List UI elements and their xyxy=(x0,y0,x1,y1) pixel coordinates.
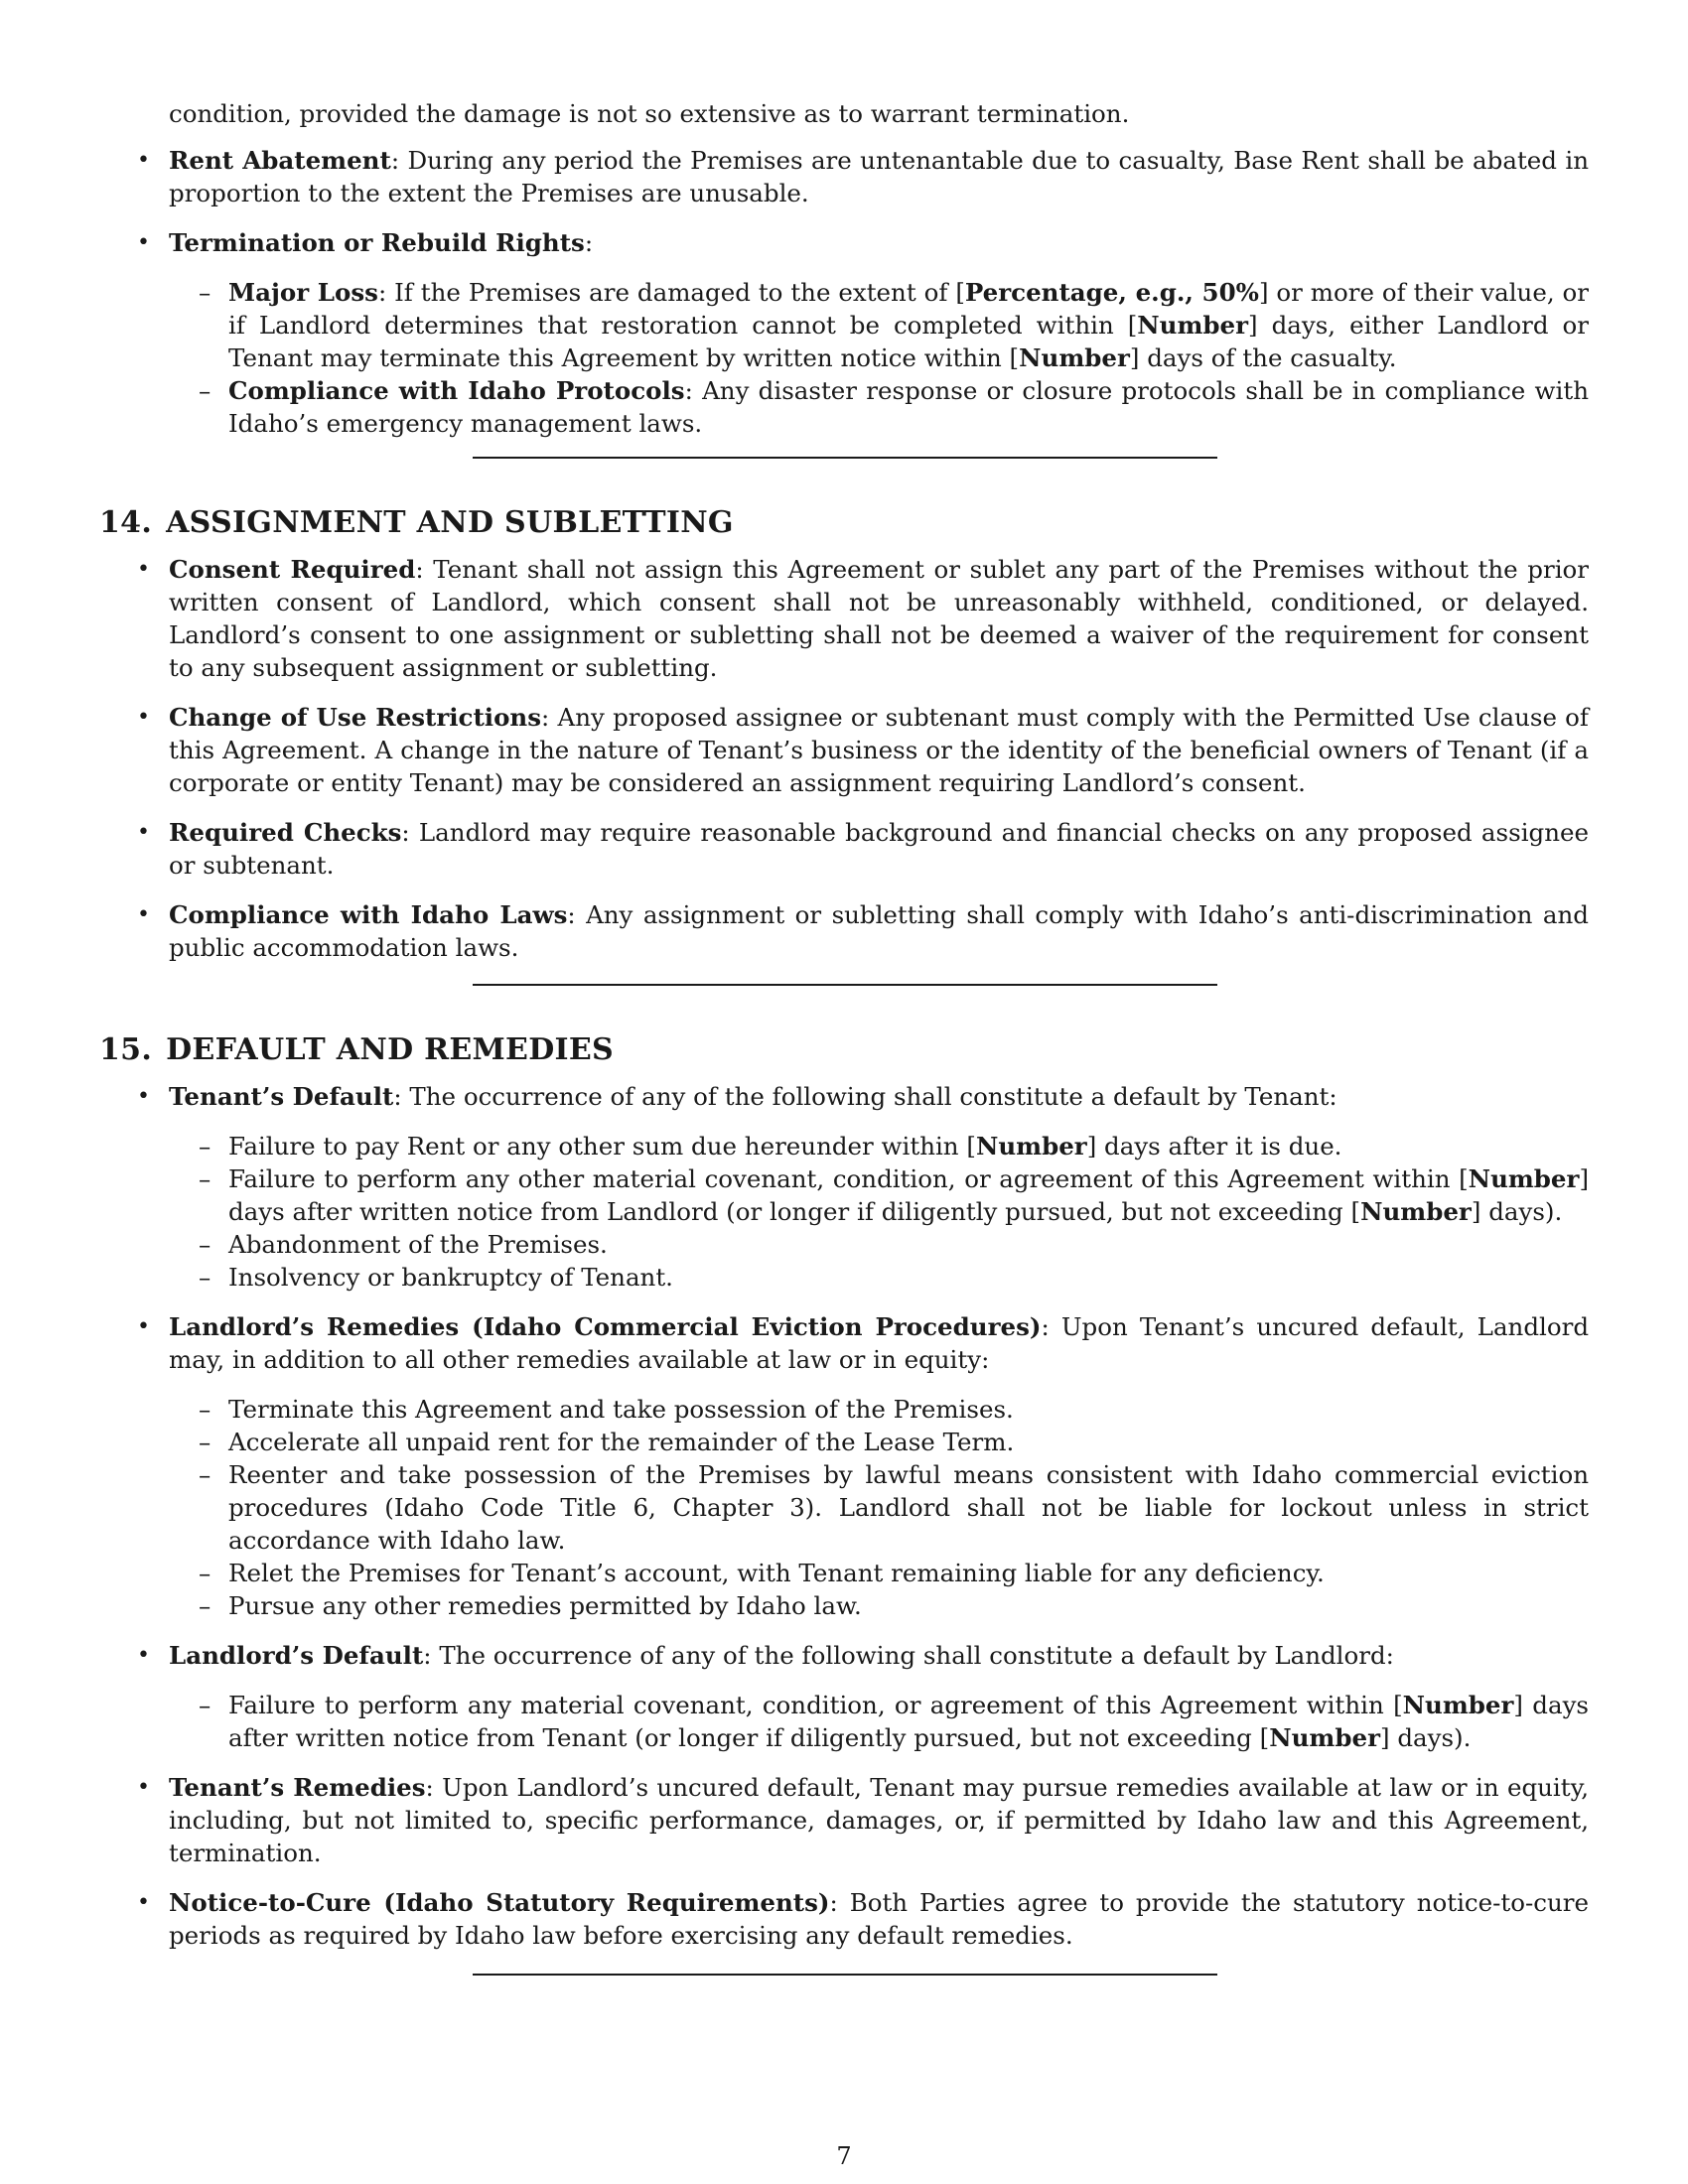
landlord-remedies-item xyxy=(99,1310,1589,1622)
landlord-default-term: Landlord’s Default xyxy=(169,1641,424,1670)
landlord-remedies-term: Landlord’s Remedies (Idaho Commercial Eviction Procedures) xyxy=(169,1312,1042,1341)
list-item xyxy=(169,1162,1589,1228)
list-item: – Abandonment of the Premises. xyxy=(169,1228,1589,1261)
idaho-protocols-item xyxy=(169,374,1589,440)
termination-item xyxy=(99,226,1589,440)
major-loss-text-3: ] days, either Landlord or Tenant may terminate this Agreement by written notice within [ xyxy=(228,311,1589,372)
number-placeholder: Number xyxy=(1468,1164,1580,1193)
termination-sublist xyxy=(169,276,1589,440)
tenant-remedies-term: Tenant’s Remedies xyxy=(169,1773,426,1802)
number-placeholder: Number xyxy=(975,1132,1087,1160)
required-checks-text: : Landlord may require reasonable background and financial checks on any proposed assignee or subtenant. xyxy=(169,818,1589,880)
major-loss-text-1: : If the Premises are damaged to the extent of [ xyxy=(377,278,965,307)
number-placeholder: Number xyxy=(1137,311,1249,340)
section-divider xyxy=(473,984,1217,986)
change-of-use-term: Change of Use Restrictions xyxy=(169,703,542,732)
landlord-remedies-text: : Upon Tenant’s uncured default, Landlord may, in addition to all other remedies available at law or in equity: xyxy=(169,1312,1589,1374)
section-divider xyxy=(473,1974,1217,1976)
list-item-text: ] days after it is due. xyxy=(1086,1132,1342,1160)
section-15-heading xyxy=(99,1030,1589,1070)
idaho-laws-text: : Any assignment or subletting shall comply with Idaho’s anti-discrimination and public accommodation laws. xyxy=(169,900,1589,962)
rent-abatement-text: : During any period the Premises are untenantable due to casualty, Base Rent shall be abated in proportion to the extent the Premises are unusable. xyxy=(169,146,1590,207)
idaho-laws-term: Compliance with Idaho Laws xyxy=(169,900,568,929)
list-item: – Pursue any other remedies permitted by Idaho law. xyxy=(169,1589,1589,1622)
list-item-text: ] days). xyxy=(1379,1723,1472,1752)
number-placeholder: Number xyxy=(1360,1197,1472,1226)
major-loss-text-2: ] or more of their value, or if Landlord determines that restoration cannot be completed within [ xyxy=(228,278,1589,340)
list-item: – Reenter and take possession of the Premises by lawful means consistent with Idaho commercial eviction procedures (Idaho Code Title 6, Chapter 3). Landlord shall not be liable for lockout unless in strict accordance with Idaho law. xyxy=(169,1458,1589,1557)
required-checks-item xyxy=(99,816,1589,882)
tenant-default-text: : The occurrence of any of the following shall constitute a default by Tenant: xyxy=(393,1082,1337,1111)
notice-to-cure-term: Notice-to-Cure (Idaho Statutory Requirements) xyxy=(169,1888,830,1917)
list-item-text: ] days). xyxy=(1471,1197,1563,1226)
rent-abatement-term: Rent Abatement xyxy=(169,146,391,175)
major-loss-item xyxy=(169,276,1589,374)
list-item: – Relet the Premises for Tenant’s account, with Tenant remaining liable for any deficiency. xyxy=(169,1557,1589,1589)
consent-required-text: : Tenant shall not assign this Agreement or sublet any part of the Premises without the prior written consent of Landlord, which consent shall not be unreasonably withheld, conditioned, or delayed. Landlord’s consent to one assignment or subletting shall not be deemed a waiver of the requirement for consent to any subsequent assignment or subletting. xyxy=(169,555,1589,682)
termination-term: Termination or Rebuild Rights xyxy=(169,228,585,257)
list-item xyxy=(169,1130,1589,1162)
major-loss-term: Major Loss xyxy=(228,278,378,307)
tenant-default-term: Tenant’s Default xyxy=(169,1082,394,1111)
landlord-remedies-sublist xyxy=(169,1393,1589,1622)
list-item: – Insolvency or bankruptcy of Tenant. xyxy=(169,1261,1589,1294)
list-item xyxy=(169,1689,1589,1754)
number-placeholder: Number xyxy=(1019,343,1130,372)
section-14-list xyxy=(99,553,1589,964)
idaho-protocols-text: : Any disaster response or closure protocols shall be in compliance with Idaho’s emergency management laws. xyxy=(228,376,1589,438)
page-content xyxy=(99,97,1589,2020)
termination-text: : xyxy=(584,228,594,257)
percentage-placeholder: Percentage, e.g., 50% xyxy=(964,278,1259,307)
section-13-tail-list xyxy=(99,144,1589,440)
required-checks-term: Required Checks xyxy=(169,818,402,847)
change-of-use-item xyxy=(99,701,1589,799)
list-item: – Accelerate all unpaid rent for the remainder of the Lease Term. xyxy=(169,1426,1589,1458)
rent-abatement-item xyxy=(99,144,1589,209)
tenant-default-sublist xyxy=(169,1130,1589,1294)
landlord-default-item xyxy=(99,1639,1589,1754)
number-placeholder: Number xyxy=(1269,1723,1380,1752)
notice-to-cure-text: : Both Parties agree to provide the statutory notice-to-cure periods as required by Idaho law before exercising any default remedies. xyxy=(169,1888,1589,1950)
major-loss-text-4: ] days of the casualty. xyxy=(1129,343,1397,372)
landlord-default-text: : The occurrence of any of the following shall constitute a default by Landlord: xyxy=(423,1641,1394,1670)
tenant-remedies-item xyxy=(99,1771,1589,1869)
idaho-laws-item xyxy=(99,898,1589,964)
change-of-use-text: : Any proposed assignee or subtenant must comply with the Permitted Use clause of this Agreement. A change in the nature of Tenant’s business or the identity of the beneficial owners of Tenant (if a corporate or entity Tenant) may be considered an assignment requiring Landlord’s consent. xyxy=(169,703,1589,797)
section-15-number: 15. xyxy=(99,1032,153,1067)
section-15-list xyxy=(99,1080,1589,1952)
section-14-heading xyxy=(99,503,1589,543)
list-item-text: Failure to pay Rent or any other sum due hereunder within [ xyxy=(228,1132,976,1160)
page-number: 7 xyxy=(836,2142,852,2170)
number-placeholder: Number xyxy=(1402,1691,1514,1719)
section-15-title: DEFAULT AND REMEDIES xyxy=(166,1032,614,1067)
tenant-remedies-text: : Upon Landlord’s uncured default, Tenant may pursue remedies available at law or in equity, including, but not limited to, specific performance, damages, or, if permitted by Idaho law and this Agreement, termination. xyxy=(169,1773,1589,1867)
consent-required-term: Consent Required xyxy=(169,555,416,584)
continuation-text: condition, provided the damage is not so extensive as to warrant termination. xyxy=(169,99,1130,128)
tenant-default-item xyxy=(99,1080,1589,1294)
list-item-text: Failure to perform any material covenant, condition, or agreement of this Agreement within [ xyxy=(228,1691,1403,1719)
list-item-text: ] days after written notice from Landlord (or longer if diligently pursued, but not exceeding [ xyxy=(228,1164,1589,1226)
section-divider xyxy=(473,457,1217,459)
notice-to-cure-item xyxy=(99,1886,1589,1952)
section-14-number: 14. xyxy=(99,505,153,540)
consent-required-item xyxy=(99,553,1589,684)
section-14-title: ASSIGNMENT AND SUBLETTING xyxy=(166,505,734,540)
idaho-protocols-term: Compliance with Idaho Protocols xyxy=(228,376,685,405)
landlord-default-sublist xyxy=(169,1689,1589,1754)
list-item-text: ] days after written notice from Tenant (or longer if diligently pursued, but not exceeding [ xyxy=(228,1691,1589,1752)
list-item-text: Failure to perform any other material covenant, condition, or agreement of this Agreement within [ xyxy=(228,1164,1469,1193)
list-item: – Terminate this Agreement and take possession of the Premises. xyxy=(169,1393,1589,1426)
